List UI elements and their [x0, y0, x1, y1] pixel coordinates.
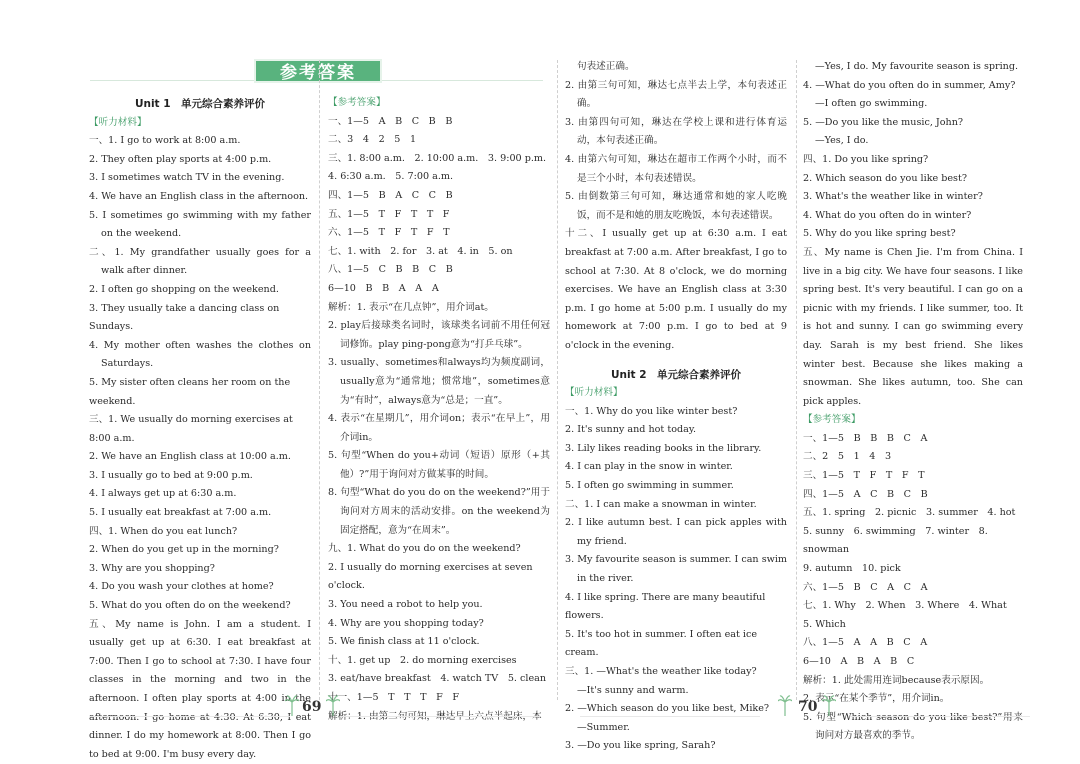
answer-line: 5. I sometimes go swimming with my father on the weekend.	[89, 209, 311, 240]
answer-line: 四、1—5 A C B C B	[803, 488, 928, 500]
answer-line: 二、2 5 1 4 3	[803, 451, 892, 463]
answer-line: —Yes, I do. My favourite season is spring.	[815, 61, 1019, 72]
answer-line: 4. I can play in the snow in winter.	[565, 461, 733, 473]
answer-line: 2. 由第三句可知，琳达七点半去上学，本句表述正确。	[565, 79, 787, 110]
palm-tree-icon	[285, 694, 299, 716]
answer-line: 5. 句型“Which season do you like best?”用来询问对方最喜欢的季节。	[803, 711, 1023, 742]
answer-line: 2. I like autumn best. I can pick apples with my friend.	[565, 517, 787, 547]
answer-line: 2. They often play sports at 4:00 p.m.	[89, 153, 272, 165]
answer-line: 3. —Do you like spring, Sarah?	[565, 740, 716, 752]
answer-line: 5. 由倒数第三句可知，琳达通常和她的家人吃晚饭，而不是和她的朋友吃晚饭，本句表述错误。	[565, 191, 787, 221]
answer-line: 六、1—5 T F T F T	[328, 227, 450, 239]
answer-line: 5. What do you often do on the weekend?	[89, 600, 291, 612]
answer-line: —Summer.	[577, 721, 630, 733]
answer-line: 5. sunny 6. swimming 7. winter 8. snowman	[803, 525, 988, 556]
section-label: 【参考答案】	[328, 97, 386, 108]
footer-rule	[90, 716, 290, 717]
answer-line: 3. Lily likes reading books in the library.	[565, 442, 762, 454]
column-divider	[796, 60, 797, 700]
answer-line: 二、1. My grandfather usually goes for a walk after dinner.	[89, 246, 311, 277]
answer-line: —I often go swimming.	[815, 98, 928, 110]
answer-line: 2. We have an English class at 10:00 a.m.	[89, 451, 291, 463]
answer-line: 4. What do you often do in winter?	[803, 209, 972, 221]
answer-line: 2. play后接球类名词时，该球类名词前不用任何冠词修饰。play ping-pong意为“打乒乓球”。	[328, 320, 550, 350]
answer-line: 4. Why are you shopping today?	[328, 617, 484, 629]
answer-line: 4. I always get up at 6:30 a.m.	[89, 488, 237, 500]
answer-line: 9. autumn 10. pick	[803, 563, 901, 575]
answer-line: 4. 由第六句可知，琳达在超市工作两个小时，而不是三个小时，本句表述错误。	[565, 153, 787, 184]
answer-line: 3. eat/have breakfast 4. watch TV 5. clean	[328, 673, 547, 685]
column-3	[565, 58, 787, 756]
answer-line: 八、1—5 A A B C A	[803, 637, 928, 649]
page-number-left: 69	[302, 699, 322, 715]
answer-line: 七、1. with 2. for 3. at 4. in 5. on	[328, 245, 513, 257]
answer-line: 十、1. get up 2. do morning exercises	[328, 654, 517, 666]
section-label: 【听力材料】	[565, 387, 623, 399]
answer-line: 4. —What do you often do in summer, Amy?	[803, 79, 1016, 91]
answer-line: 二、3 4 2 5 1	[328, 134, 417, 146]
answer-line: 三、1—5 T F T F T	[803, 470, 925, 482]
answer-line: 3. You need a robot to help you.	[328, 599, 483, 611]
answer-line: 6—10 B B A A A	[328, 282, 439, 294]
answer-line: 五、1—5 T F T T F	[328, 208, 450, 220]
answer-line: 3. Why are you shopping?	[89, 562, 215, 574]
answer-line: 2. Which season do you like best?	[803, 172, 967, 184]
footer-rule	[580, 716, 760, 717]
page-number-right: 70	[798, 699, 818, 715]
answer-line: 4. 6:30 a.m. 5. 7:00 a.m.	[328, 171, 454, 183]
answer-line: 五、1. spring 2. picnic 3. summer 4. hot	[803, 507, 1016, 519]
answer-line: 六、1—5 B C A C A	[803, 581, 928, 593]
answer-line: 3. They usually take a dancing class on Sundays.	[89, 302, 280, 333]
answer-line: 2. I usually do morning exercises at seven o'clock.	[328, 561, 533, 592]
answer-line: 5. We finish class at 11 o'clock.	[328, 636, 480, 648]
answer-line: 七、1. Why 2. When 3. Where 4. What	[803, 600, 1007, 612]
answer-line: 5. I usually eat breakfast at 7:00 a.m.	[89, 507, 272, 519]
answer-line: 8. 句型“What do you do on the weekend?”用于询问对方周末的活动安排。on the weekend为固定搭配，意为“在周末”。	[328, 487, 550, 536]
answer-line: 2. —Which season do you like best, Mike?	[565, 703, 770, 715]
answer-line: 八、1—5 C B B C B	[328, 264, 453, 276]
answer-line: 2. I often go shopping on the weekend.	[89, 283, 279, 295]
answer-line: 5. It's too hot in summer. I often eat ice cream.	[565, 628, 758, 659]
answer-line: 九、1. What do you do on the weekend?	[328, 543, 521, 555]
answer-line: 3. I usually go to bed at 9:00 p.m.	[89, 469, 253, 481]
answer-line: 句表述正确。	[577, 61, 635, 72]
answer-line: 3. What's the weather like in winter?	[803, 191, 983, 203]
answer-line: 解析：1. 表示“在几点钟”，用介词at。	[328, 301, 494, 313]
answer-line: 四、1—5 B A C C B	[328, 189, 453, 201]
answer-line: 二、1. I can make a snowman in winter.	[565, 498, 757, 510]
answer-line: 4. We have an English class in the afternoon.	[89, 190, 309, 202]
answer-key-banner: 参考答案	[254, 59, 382, 83]
answer-line: 2. 表示“在某个季节”，用介词in。	[803, 693, 950, 705]
footer-rule	[850, 716, 1030, 717]
section-label: 【听力材料】	[89, 116, 147, 128]
answer-line: 一、1—5 A B C B B	[328, 115, 453, 127]
answer-line: 3. usually、sometimes和always均为频度副词，usually意为“通常地；惯常地”，sometimes意为“有时”，always意为“总是；一直”。	[328, 357, 550, 406]
answer-line: 四、1. When do you eat lunch?	[89, 525, 238, 537]
answer-line: 3. 由第四句可知，琳达在学校上课和进行体育运动，本句表述正确。	[565, 116, 787, 147]
answer-line: 五、My name is John. I am a student. I usually get up at 6:30. I eat breakfast at 7:00. Then I go to school at 7:30. I have four classes in the morning and two in the afternoon. I often play sports at 4:00 in the afternoon. I go home at 4:30. At 6:30, I eat dinner. I do my homework at 8:00. Then I go to bed at 9:00. I'm busy every day.	[89, 618, 311, 760]
unit-heading: Unit 1 单元综合素养评价	[134, 98, 266, 110]
answer-line: 3. My favourite season is summer. I can swim in the river.	[565, 554, 787, 585]
answer-line: 一、1—5 B B B C A	[803, 432, 928, 444]
answer-line: 5. 句型“When do you+动词（短语）原形（+其他）?”用于询问对方做某事的时间。	[328, 450, 550, 480]
answer-line: 一、1. Why do you like winter best?	[565, 405, 738, 417]
column-4	[803, 58, 1023, 746]
column-1	[89, 95, 311, 764]
column-divider	[557, 60, 558, 700]
answer-line: 6—10 A B A B C	[803, 656, 915, 667]
answer-line: 解析：1. 由第二句可知，琳达早上六点半起床，本	[328, 710, 542, 722]
answer-line: 4. 表示“在星期几”，用介词on；表示“在早上”，用介词in。	[328, 413, 550, 443]
column-divider	[319, 60, 320, 700]
answer-line: 一、1. I go to work at 8:00 a.m.	[89, 135, 241, 147]
answer-line: 四、1. Do you like spring?	[803, 153, 929, 165]
column-2	[328, 94, 550, 726]
answer-line: 解析：1. 此处需用连词because表示原因。	[803, 674, 990, 686]
answer-line: 4. I like spring. There are many beautiful flowers.	[565, 591, 766, 622]
answer-line: 3. I sometimes watch TV in the evening.	[89, 172, 285, 184]
palm-tree-icon	[778, 694, 792, 716]
answer-line: 十二、I usually get up at 6:30 a.m. I eat breakfast at 7:00 a.m. After breakfast, I go to school at 7:30. At 8 o'clock, we do morning exercises. We have an English class at 3:30 p.m. I go home at 5:00 p.m. I usually do my homework at 7:00 p.m. I go to bed at 9 o'clock in the evening.	[565, 228, 787, 351]
unit-heading: Unit 2 单元综合素养评价	[610, 368, 742, 381]
answer-line: 2. When do you get up in the morning?	[89, 544, 279, 556]
answer-line: 三、1. —What's the weather like today?	[565, 666, 757, 677]
answer-line: 三、1. 8:00 a.m. 2. 10:00 a.m. 3. 9:00 p.m.	[328, 152, 547, 164]
answer-line: 5. I often go swimming in summer.	[565, 480, 734, 492]
answer-line: 4. My mother often washes the clothes on Saturdays.	[89, 339, 311, 370]
answer-line: 5. My sister often cleans her room on the weekend.	[89, 376, 291, 407]
answer-line: 十一、1—5 T T T F F	[328, 692, 460, 703]
footer-rule	[340, 716, 540, 717]
answer-line: 5. Which	[803, 618, 846, 630]
answer-line: —Yes, I do.	[815, 135, 869, 147]
answer-line: —It's sunny and warm.	[577, 684, 689, 696]
answer-line: 5. Why do you like spring best?	[803, 228, 956, 240]
palm-tree-icon	[326, 694, 340, 716]
answer-line: 2. It's sunny and hot today.	[565, 424, 697, 436]
answer-line: 4. Do you wash your clothes at home?	[89, 581, 274, 593]
palm-tree-icon	[822, 694, 836, 716]
answer-line: 三、1. We usually do morning exercises at 8:00 a.m.	[89, 414, 293, 444]
answer-line: 5. —Do you like the music, John?	[803, 116, 964, 128]
answer-line: 五、My name is Chen Jie. I'm from China. I live in a big city. We have four seasons. I like spring best. It's very beautiful. I can go on a picnic with my friends. I like summer, too. It is hot and sunny. I can go swimming every day. Sarah is my best friend. She likes winter best. Because she likes making a snowman. She likes autumn, too. She can pick apples.	[803, 246, 1023, 407]
section-label: 【参考答案】	[803, 414, 861, 426]
